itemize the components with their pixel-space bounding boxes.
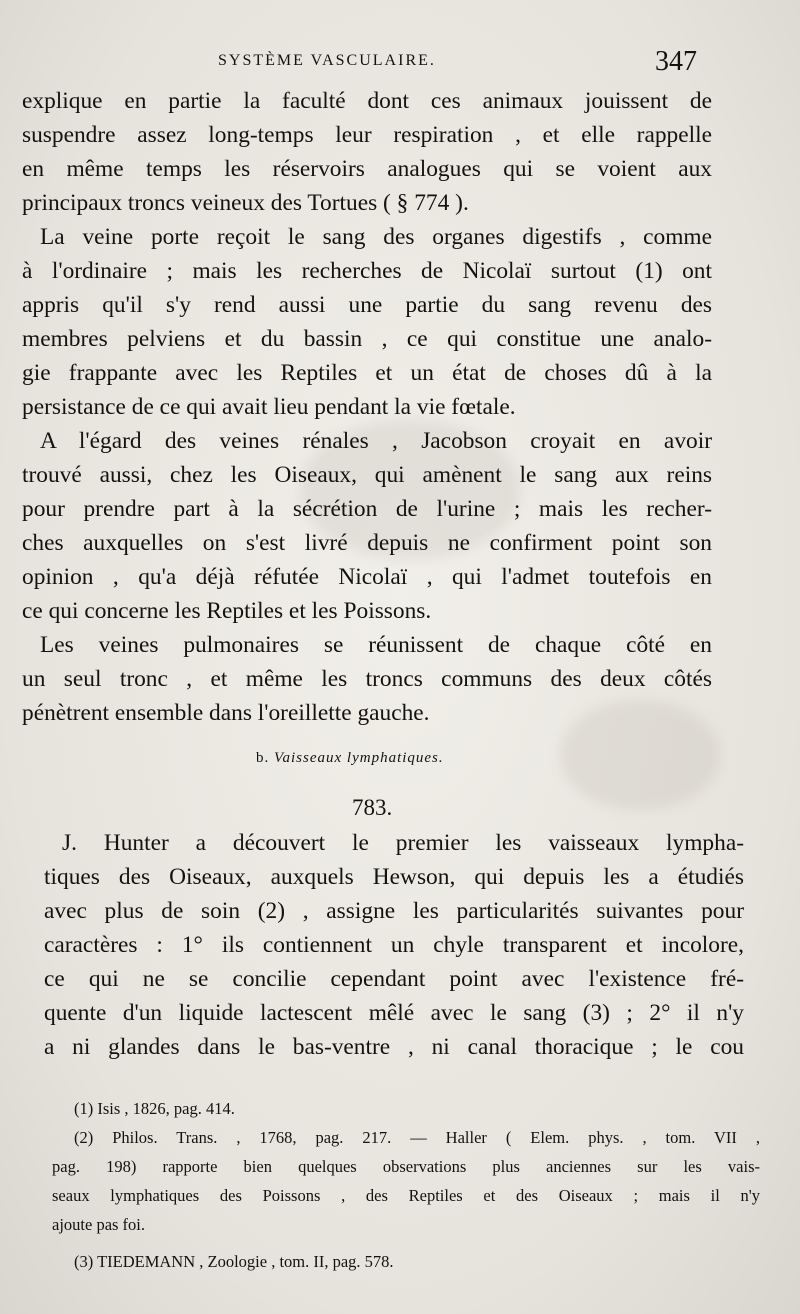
text-line: quente d'un liquide lactescent mêlé avec le sang (3) ; 2° il n'y [44,1000,744,1026]
footnote-line: (1) Isis , 1826, pag. 414. [74,1099,235,1118]
running-title: SYSTÈME VASCULAIRE. [218,52,436,69]
text-line: J. Hunter a découvert le premier les vaisseaux lympha- [62,830,744,856]
page-number: 347 [655,46,697,77]
text-line: trouvé aussi, chez les Oiseaux, qui amènent le sang aux reins [22,462,712,488]
text-line: pour prendre part à la sécrétion de l'urine ; mais les recher- [22,496,712,522]
body-text-bottom [44,826,744,1064]
text-line: a ni glandes dans le bas-ventre , ni canal thoracique ; le cou [44,1034,744,1060]
text-line: avec plus de soin (2) , assigne les particularités suivantes pour [44,898,744,924]
text-line: membres pelviens et du bassin , ce qui constitue une analo- [22,326,712,352]
text-line: tiques des Oiseaux, auxquels Hewson, qui depuis les a étudiés [44,864,744,890]
text-line: ches auxquelles on s'est livré depuis ne confirment point son [22,530,712,556]
text-line: en même temps les réservoirs analogues qui se voient aux [22,156,712,182]
text-line: ce qui ne se concilie cependant point avec l'existence fré- [44,966,744,992]
footnote-line: ajoute pas foi. [52,1215,146,1234]
text-line: caractères : 1° ils contiennent un chyle transparent et incolore, [44,932,744,958]
text-line: ce qui concerne les Reptiles et les Poissons. [22,598,432,624]
text-line: opinion , qu'a déjà réfutée Nicolaï , qui l'admet toutefois en [22,564,712,590]
footnote-line: pag. 198) rapporte bien quelques observations plus anciennes sur les vais- [52,1157,760,1176]
text-line: Les veines pulmonaires se réunissent de chaque côté en [40,632,712,658]
section-number: 783. [352,795,393,820]
text-line: explique en partie la faculté dont ces animaux jouissent de [22,88,712,114]
footnote-line: seaux lymphatiques des Poissons , des Reptiles et des Oiseaux ; mais il n'y [52,1186,760,1205]
text-line: pénètrent ensemble dans l'oreillette gauche. [22,700,430,726]
section-title: Vaisseaux lymphatiques. [274,750,444,766]
text-line: à l'ordinaire ; mais les recherches de Nicolaï surtout (1) ont [22,258,712,284]
section-letter: b. [256,750,270,766]
text-line: un seul tronc , et même les troncs communs des deux côtés [22,666,712,692]
text-line: A l'égard des veines rénales , Jacobson croyait en avoir [40,428,712,454]
text-line: gie frappante avec les Reptiles et un état de choses dû à la [22,360,712,386]
text-line: appris qu'il s'y rend aussi une partie du sang revenu des [22,292,712,318]
section-heading [256,750,444,767]
text-line: persistance de ce qui avait lieu pendant la vie fœtale. [22,394,516,420]
footnote-line: (3) TIEDEMANN , Zoologie , tom. II, pag. 578. [74,1252,394,1271]
text-line: suspendre assez long-temps leur respiration , et elle rappelle [22,122,712,148]
footnotes [52,1094,760,1276]
text-line: principaux troncs veineux des Tortues ( § 774 ). [22,190,469,216]
body-text-top [22,84,712,730]
footnote-line: (2) Philos. Trans. , 1768, pag. 217. — Haller ( Elem. phys. , tom. VII , [74,1128,760,1147]
text-line: La veine porte reçoit le sang des organes digestifs , comme [40,224,712,250]
running-head [0,46,800,82]
